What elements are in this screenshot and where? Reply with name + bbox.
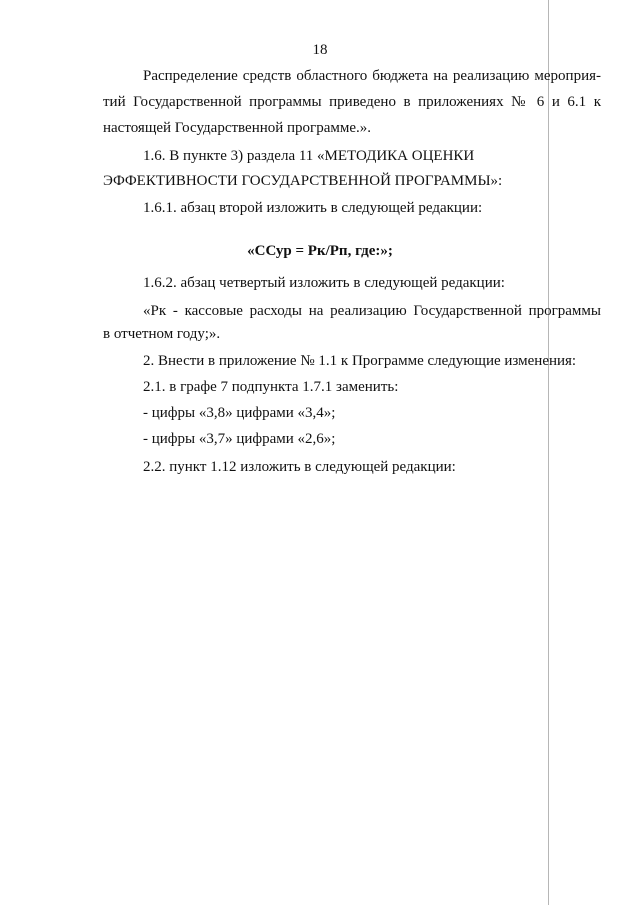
paragraph-line: 1.6.1. абзац второй изложить в следующей редакции: xyxy=(143,200,483,216)
paragraph-line: тий Государственной программы приведено в приложениях № 6 и 6.1 к xyxy=(103,94,601,110)
paragraph-line: настоящей Государственной программе.». xyxy=(103,120,372,136)
paragraph-line: 2.1. в графе 7 подпункта 1.7.1 заменить: xyxy=(143,379,399,395)
paragraph-line: в отчетном году;». xyxy=(103,326,221,342)
page-number: 18 xyxy=(312,42,328,58)
paragraph-line: ЭФФЕКТИВНОСТИ ГОСУДАРСТВЕННОЙ ПРОГРАММЫ»: xyxy=(103,173,503,189)
paragraph-line: 1.6.2. абзац четвертый изложить в следующей редакции: xyxy=(143,275,505,291)
scan-artifact-line xyxy=(548,0,549,905)
paragraph-line: - цифры «3,7» цифрами «2,6»; xyxy=(143,431,336,447)
paragraph-line: «Рк - кассовые расходы на реализацию Государственной программы xyxy=(143,303,601,319)
paragraph-line: 1.6. В пункте 3) раздела 11 «МЕТОДИКА ОЦЕНКИ xyxy=(143,148,475,164)
paragraph-line: 2.2. пункт 1.12 изложить в следующей редакции: xyxy=(143,459,456,475)
paragraph-line: Распределение средств областного бюджета на реализацию мероприя- xyxy=(143,68,601,84)
paragraph-line: - цифры «3,8» цифрами «3,4»; xyxy=(143,405,336,421)
paragraph-line: 2. Внести в приложение № 1.1 к Программе следующие изменения: xyxy=(143,353,577,369)
formula-line: «ССур = Рк/Рп, где:»; xyxy=(247,243,393,259)
